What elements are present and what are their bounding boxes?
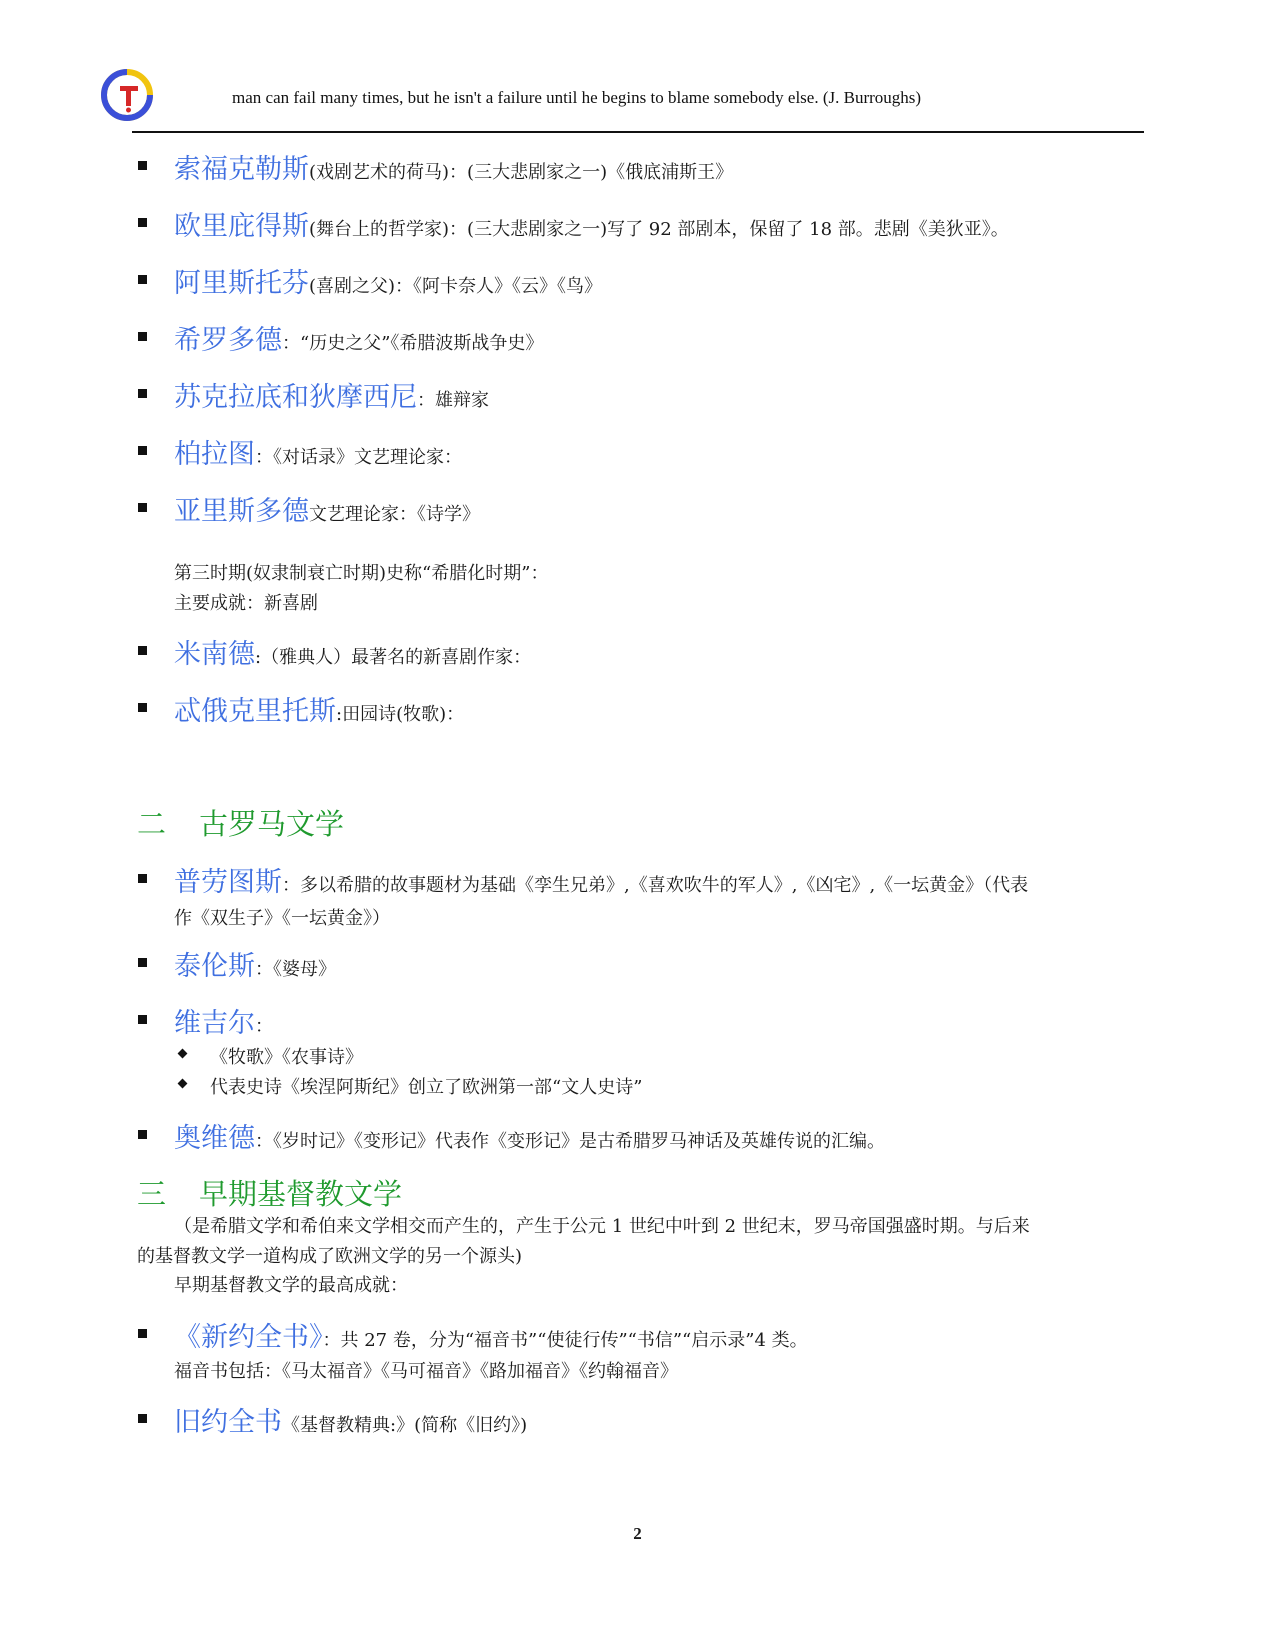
author-desc: (戏剧艺术的荷马)：(三大悲剧家之一)《俄底浦斯王》: [309, 162, 734, 183]
square-bullet-icon: [138, 1414, 147, 1423]
section-number: 二: [137, 807, 167, 841]
header-divider: [132, 131, 1144, 133]
book-name: 旧约全书: [174, 1407, 282, 1438]
book-desc: 《基督教精典:》(简称《旧约》): [282, 1415, 528, 1436]
sub-list-item: 《牧歌》《农事诗》: [210, 1047, 363, 1068]
author-desc: ：《对话录》文艺理论家：: [255, 447, 462, 468]
item-continuation: 作《双生子》《一坛黄金》）: [174, 908, 390, 929]
author-desc: ：“历史之父”《希腊波斯战争史》: [282, 333, 544, 354]
author-name: 索福克勒斯: [174, 154, 309, 185]
square-bullet-icon: [138, 703, 147, 712]
author-name: 欧里庇得斯: [174, 211, 309, 242]
logo-icon: [100, 68, 154, 122]
author-desc: ：雄辩家: [417, 390, 489, 411]
author-desc: 文艺理论家：《诗学》: [309, 504, 480, 525]
author-name: 普劳图斯: [174, 867, 282, 898]
square-bullet-icon: [138, 958, 147, 967]
author-name: 忒俄克里托斯: [174, 696, 336, 727]
intro-text: 早期基督教文学的最高成就：: [174, 1275, 408, 1296]
author-name: 维吉尔: [174, 1008, 255, 1039]
author-name: 阿里斯托芬: [174, 268, 309, 299]
book-desc: ：共 27 卷，分为“福音书”“使徒行传”“书信”“启示录”4 类。: [322, 1330, 808, 1351]
author-name: 希罗多德: [174, 325, 282, 356]
period-achievement: 主要成就：新喜剧: [174, 593, 318, 614]
intro-text: 的基督教文学一道构成了欧洲文学的另一个源头): [137, 1246, 523, 1267]
square-bullet-icon: [138, 218, 147, 227]
header-quote: man can fail many times, but he isn't a failure until he begins to blame somebody else. (J. Burroughs): [232, 88, 922, 107]
author-name: 亚里斯多德: [174, 496, 309, 527]
author-desc: ：多以希腊的故事题材为基础《孪生兄弟》,《喜欢吹牛的军人》,《凶宅》,《一坛黄金》（代表: [282, 875, 1029, 896]
section-title: 早期基督教文学: [199, 1177, 403, 1211]
square-bullet-icon: [138, 389, 147, 398]
author-desc: :（雅典人）最著名的新喜剧作家：: [255, 647, 532, 668]
section-number: 三: [137, 1177, 167, 1211]
sub-list-item: 代表史诗《埃涅阿斯纪》创立了欧洲第一部“文人史诗”: [210, 1077, 643, 1098]
period-description: 第三时期(奴隶制衰亡时期)史称“希腊化时期”：: [174, 563, 549, 584]
author-desc: (喜剧之父)：《阿卡奈人》《云》《鸟》: [309, 276, 603, 297]
square-bullet-icon: [138, 874, 147, 883]
intro-text: （是希腊文学和希伯来文学相交而产生的，产生于公元 1 世纪中叶到 2 世纪末，罗马帝国强盛时期。与后来: [174, 1216, 1030, 1237]
diamond-bullet-icon: [178, 1079, 188, 1089]
square-bullet-icon: [138, 1329, 147, 1338]
page-number: 2: [633, 1524, 642, 1543]
author-desc: :田园诗(牧歌)：: [336, 704, 465, 725]
square-bullet-icon: [138, 446, 147, 455]
author-name: 奥维德: [174, 1123, 255, 1154]
author-name: 米南德: [174, 639, 255, 670]
author-name: 泰伦斯: [174, 951, 255, 982]
square-bullet-icon: [138, 332, 147, 341]
square-bullet-icon: [138, 161, 147, 170]
author-desc: (舞台上的哲学家)：(三大悲剧家之一)写了 92 部剧本，保留了 18 部。悲剧《美狄亚》。: [309, 219, 1009, 240]
author-desc: ：《婆母》: [255, 959, 336, 980]
diamond-bullet-icon: [178, 1049, 188, 1059]
section-title: 古罗马文学: [199, 807, 345, 841]
square-bullet-icon: [138, 275, 147, 284]
author-name: 苏克拉底和狄摩西尼: [174, 382, 417, 413]
section-heading: [137, 802, 344, 843]
square-bullet-icon: [138, 1130, 147, 1139]
square-bullet-icon: [138, 503, 147, 512]
square-bullet-icon: [138, 646, 147, 655]
book-name: 《新约全书》: [174, 1322, 323, 1353]
section-heading: [137, 1172, 402, 1213]
author-desc: ：《岁时记》《变形记》代表作《变形记》是古希腊罗马神话及英雄传说的汇编。: [255, 1131, 885, 1152]
square-bullet-icon: [138, 1015, 147, 1024]
author-desc: ：: [255, 1016, 273, 1037]
gospels-list: 福音书包括：《马太福音》《马可福音》《路加福音》《约翰福音》: [174, 1361, 678, 1382]
author-name: 柏拉图: [174, 439, 255, 470]
